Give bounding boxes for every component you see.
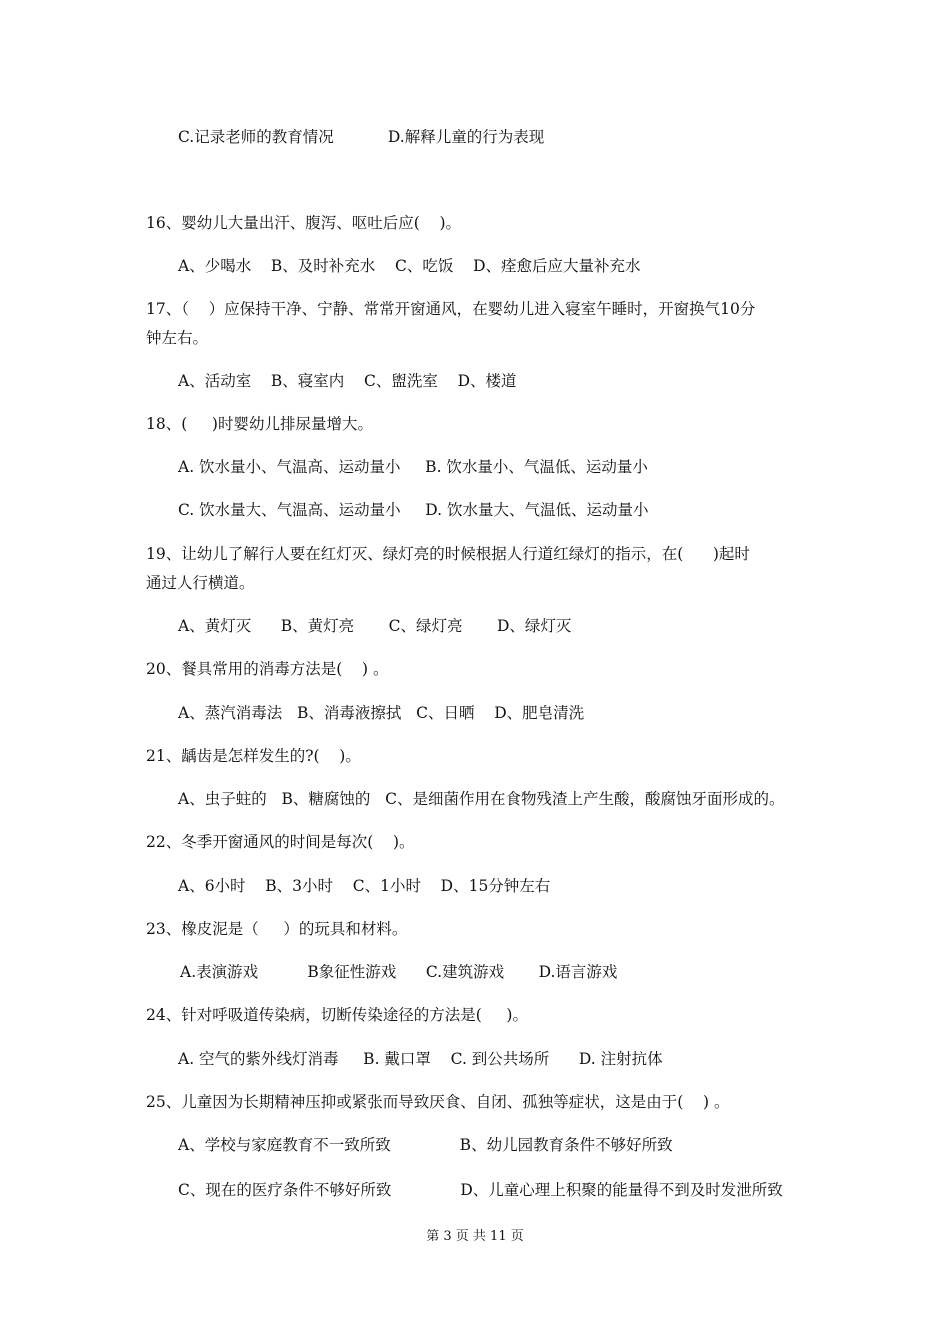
q25-options-ab: A、学校与家庭教育不一致所致 B、幼儿园教育条件不够好所致 <box>178 1136 673 1154</box>
q19-stem-line2: 通过人行横道。 <box>146 574 255 592</box>
q22-stem: 22、冬季开窗通风的时间是每次( )。 <box>146 833 415 851</box>
q19-options: A、黄灯灭 B、黄灯亮 C、绿灯亮 D、绿灯灭 <box>178 617 572 635</box>
q19-stem-line1: 19、让幼儿了解行人要在红灯灭、绿灯亮的时候根据人行道红绿灯的指示，在( )起时 <box>146 545 750 563</box>
q25-options-cd: C、现在的医疗条件不够好所致 D、儿童心理上积聚的能量得不到及时发泄所致 <box>178 1181 783 1199</box>
q20-stem: 20、餐具常用的消毒方法是( ) 。 <box>146 660 389 678</box>
q16-options: A、少喝水 B、及时补充水 C、吃饭 D、痊愈后应大量补充水 <box>178 257 641 275</box>
q24-options: A. 空气的紫外线灯消毒 B. 戴口罩 C. 到公共场所 D. 注射抗体 <box>178 1050 663 1068</box>
q23-options: A.表演游戏 B象征性游戏 C.建筑游戏 D.语言游戏 <box>180 963 618 981</box>
q16-stem: 16、婴幼儿大量出汗、腹泻、呕吐后应( )。 <box>146 214 462 232</box>
q24-stem: 24、针对呼吸道传染病，切断传染途径的方法是( )。 <box>146 1006 528 1024</box>
q17-options: A、活动室 B、寝室内 C、盥洗室 D、楼道 <box>178 372 517 390</box>
q25-stem: 25、儿童因为长期精神压抑或紧张而导致厌食、自闭、孤独等症状，这是由于( ) 。 <box>146 1093 730 1111</box>
q18-options-cd: C. 饮水量大、气温高、运动量小 D. 饮水量大、气温低、运动量小 <box>178 501 649 519</box>
q17-stem-line1: 17、（ ）应保持干净、宁静、常常开窗通风，在婴幼儿进入寝室午睡时，开窗换气10分 <box>146 300 756 318</box>
q21-stem: 21、龋齿是怎样发生的?( )。 <box>146 747 361 765</box>
q15-options-cd: C.记录老师的教育情况 D.解释儿童的行为表现 <box>178 128 545 146</box>
q22-options: A、6小时 B、3小时 C、1小时 D、15分钟左右 <box>178 877 551 895</box>
q21-options: A、虫子蛀的 B、糖腐蚀的 C、是细菌作用在食物残渣上产生酸，酸腐蚀牙面形成的。 <box>178 790 785 808</box>
page-number-footer: 第 3 页 共 11 页 <box>426 1229 524 1244</box>
q18-stem: 18、( )时婴幼儿排尿量增大。 <box>146 415 373 433</box>
q17-stem-line2: 钟左右。 <box>146 329 209 347</box>
q20-options: A、蒸汽消毒法 B、消毒液擦拭 C、日晒 D、肥皂清洗 <box>178 704 585 722</box>
q18-options-ab: A. 饮水量小、气温高、运动量小 B. 饮水量小、气温低、运动量小 <box>178 458 648 476</box>
q23-stem: 23、橡皮泥是（ ）的玩具和材料。 <box>146 920 408 938</box>
